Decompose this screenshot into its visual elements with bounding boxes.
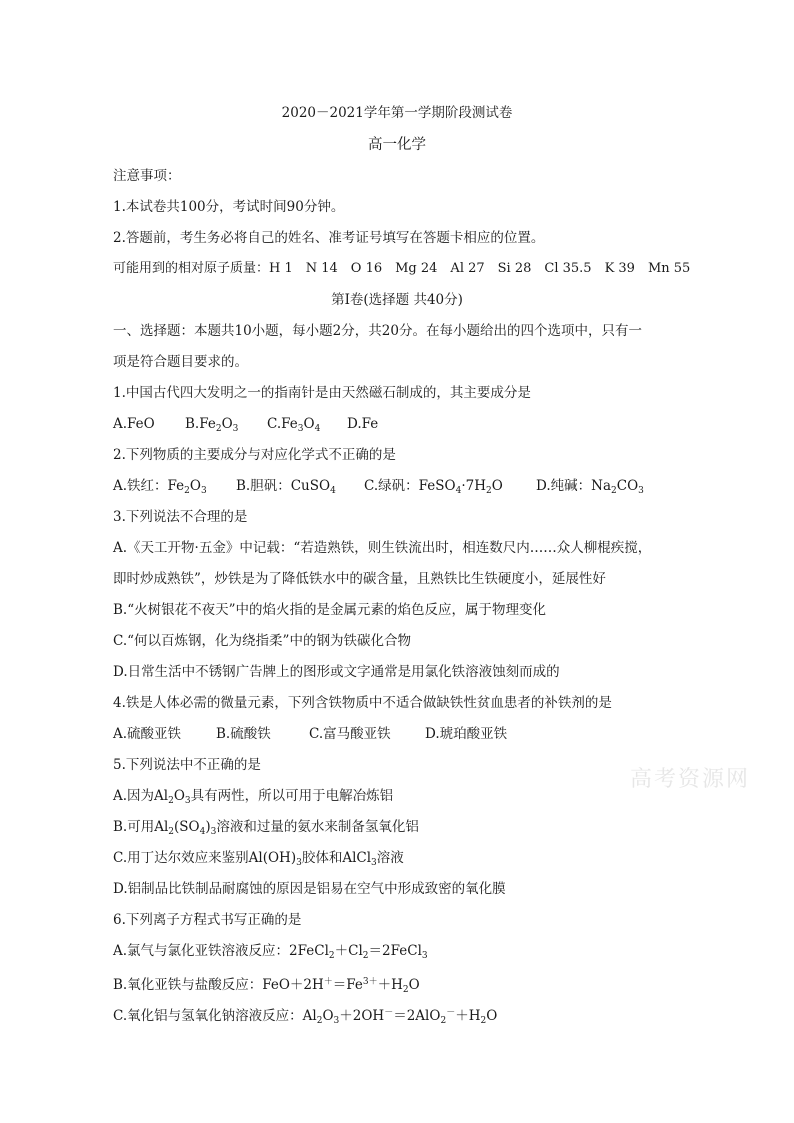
q5-option-a: A.因为$Al_2O_3$具有两性，所以可用于电解冶炼铝	[113, 788, 394, 806]
q1-option-b: $B.Fe_2O_3$	[185, 416, 239, 434]
section-intro-2: 项是符合题目要求的。	[113, 354, 248, 370]
q5-option-d: D.铝制品比铁制品耐腐蚀的原因是铝易在空气中形成致密的氧化膜	[113, 881, 506, 897]
section-intro-1: 一、选择题：本题共10小题，每小题2分，共20分。在每小题给出的四个选项中，只有一	[113, 323, 642, 339]
q3-option-a-line2: 即时炒成熟铁”，炒铁是为了降低铁水中的碳含量，且熟铁比生铁硬度小，延展性好	[113, 571, 606, 587]
q6-stem: 6.下列离子方程式书写正确的是	[113, 912, 302, 928]
q3-option-a-line1: A.《天工开物·五金》中记载：“若造熟铁，则生铁流出时，相连数尺内……众人柳棍疾搅，	[113, 540, 652, 556]
q2-option-b: B.胆矾：CuSO$_4$	[236, 478, 336, 496]
q2-option-d: D.纯碱：$Na_2CO_3$	[536, 478, 644, 496]
q5-stem: 5.下列说法中不正确的是	[113, 757, 261, 773]
q2-option-a: A.铁红：$Fe_2O_3$	[113, 478, 207, 496]
q4-option-d: D.琥珀酸亚铁	[425, 726, 508, 742]
q5-option-c: C.用丁达尔效应来鉴别$Al(OH)_3$胶体和AlCl$_3$溶液	[113, 850, 404, 868]
q6-option-b: B.氧化亚铁与盐酸反应：$FeO+2H^+=Fe^{3+}+H_2O$	[113, 977, 420, 995]
q1-stem: 1.中国古代四大发明之一的指南针是由天然磁石制成的，其主要成分是	[113, 385, 531, 401]
watermark: 高考资源网	[630, 767, 751, 792]
q3-stem: 3.下列说法不合理的是	[113, 509, 248, 525]
q3-option-d: D.日常生活中不锈钢广告牌上的图形或文字通常是用氯化铁溶液蚀刻而成的	[113, 664, 560, 680]
q4-option-b: B.硫酸铁	[216, 726, 271, 742]
notice-heading: 注意事项：	[113, 168, 181, 184]
q6-option-c: C.氧化铝与氢氧化钠溶液反应：$Al_2O_3+2OH^-=2AlO_2^-+H_2O$	[113, 1008, 498, 1026]
q3-option-c: C.“何以百炼钢，化为绕指柔”中的钢为铁碳化合物	[113, 633, 411, 649]
atomic-masses: 可能用到的相对原子质量：H 1 N 14 O 16 Mg 24 Al 27 Si 28 Cl 35.5 K 39 Mn 55	[113, 261, 691, 276]
q4-stem: 4.铁是人体必需的微量元素，下列含铁物质中不适合做缺铁性贫血患者的补铁剂的是	[113, 695, 612, 711]
q1-option-d: D.Fe	[347, 416, 379, 432]
part-title: 第Ⅰ卷(选择题 共40分)	[331, 292, 463, 308]
notice-2: 2.答题前，考生务必将自己的姓名、准考证号填写在答题卡相应的位置。	[113, 230, 545, 246]
q2-options	[113, 477, 644, 500]
q2-stem: 2.下列物质的主要成分与对应化学式不正确的是	[113, 447, 396, 463]
q4-options	[113, 725, 507, 743]
q2-option-c: C.绿矾：$FeSO_4\cdot 7H_2O$	[364, 478, 503, 496]
q1-options	[113, 415, 378, 438]
q3-option-b: B.“火树银花不夜天”中的焰火指的是金属元素的焰色反应，属于物理变化	[113, 602, 547, 618]
exam-title: 2020－2021学年第一学期阶段测试卷	[281, 105, 513, 121]
q1-option-c: $C.Fe_3O_4$	[267, 416, 321, 434]
q1-option-a: A.FeO	[113, 416, 155, 432]
q4-option-c: C.富马酸亚铁	[309, 726, 391, 742]
exam-subject: 高一化学	[368, 137, 426, 153]
q5-option-b: B.可用$Al_2(SO_4)_3$溶液和过量的氨水来制备氢氧化铝	[113, 819, 419, 837]
notice-1: 1.本试卷共100分，考试时间90分钟。	[113, 199, 345, 215]
q4-option-a: A.硫酸亚铁	[113, 726, 182, 742]
q6-option-a: A.氯气与氯化亚铁溶液反应：$2FeCl_2+Cl_2=2FeCl_3$	[113, 943, 428, 961]
